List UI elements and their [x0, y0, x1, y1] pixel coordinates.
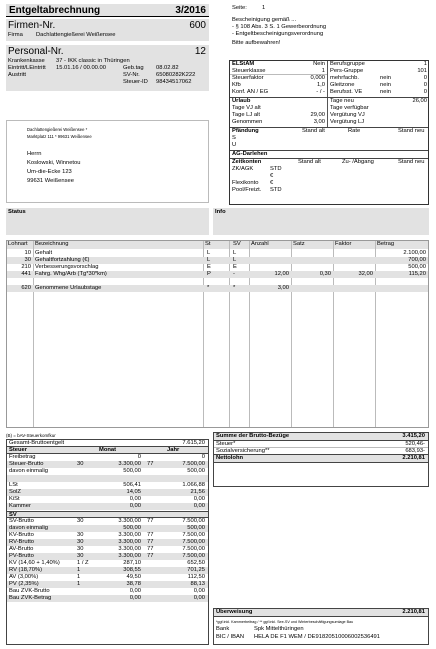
steuer-row: [7, 496, 208, 503]
abzug-sv-label: Sozialversicherung**: [216, 448, 270, 454]
zeitkonto-unit: €: [270, 180, 274, 186]
berufsst-code: 0: [423, 89, 427, 95]
lohnart-st: E: [207, 264, 211, 270]
urlaub-row-value: 29,00: [310, 112, 325, 118]
sv-tage-jahr: 77: [147, 539, 154, 545]
notice-line: Bescheinigung gemäß ...: [232, 17, 297, 23]
steuerfaktor-label: Steuerfaktor: [232, 75, 264, 81]
zeitkonten-col: Stand neu: [398, 159, 425, 165]
lohnart-st: L: [207, 257, 211, 263]
konfession-label: Konf. AN / EG: [232, 89, 269, 95]
steuer-row: [7, 454, 208, 461]
sv-tage-jahr: 77: [147, 532, 154, 538]
eintritt-label: Eintritt/LEintritt: [8, 65, 46, 71]
ueberweisung-value: 2.210,81: [402, 609, 425, 615]
firm-label: Firmen-Nr.: [8, 20, 56, 31]
sv-jahr: 500,00: [187, 525, 205, 531]
gleitzone-code: 0: [423, 82, 427, 88]
sv-label: Bau ZVK-Brutto: [9, 588, 50, 594]
sv-label: RV (18,70%): [9, 567, 43, 573]
sv-label: RV-Brutto: [9, 539, 35, 545]
recipient-line: 99631 Weißensee: [27, 178, 74, 184]
steuer-label: Steuer-Brutto: [9, 461, 44, 467]
lohnart-nr: 30: [24, 257, 31, 263]
sv-row: [7, 581, 208, 588]
lohnarten-table: [6, 240, 429, 428]
pfaendung-col: Stand alt: [302, 128, 325, 134]
gleitzone-label: Gleitzone: [330, 82, 355, 88]
abzug-steuer-label: Steuer*: [216, 441, 236, 447]
firm-name-label: Firma: [8, 32, 23, 38]
document-title: Entgeltabrechnung: [9, 5, 101, 16]
steuer-id-label: Steuer-ID: [123, 79, 148, 85]
sv-tage-monat: 30: [77, 532, 84, 538]
sv-monat: 3.300,00: [118, 532, 141, 538]
sv-label: AV-Brutto: [9, 546, 34, 552]
steuer-row: [7, 461, 208, 468]
steuer-jahr: 0,00: [193, 503, 205, 509]
sv-jahr: 7.500,00: [182, 553, 205, 559]
kfb-value: 1,0: [316, 82, 325, 88]
urlaub-row-label: Vergütung VJ: [330, 112, 365, 118]
steuer-monat: 14,05: [126, 489, 141, 495]
krankenkasse-label: Krankenkasse: [8, 58, 45, 64]
steuerklasse-label: Steuerklasse: [232, 68, 266, 74]
steuer-row: [7, 503, 208, 510]
firm-number: 600: [189, 20, 206, 31]
mehrfachb-label: mehrfachb.: [330, 75, 359, 81]
berufsgruppe-value: 1: [423, 61, 427, 67]
urlaub-row-label: Genommen: [232, 119, 263, 125]
col-sv: SV: [233, 241, 241, 247]
lohnarten-header: [7, 241, 428, 249]
lohnart-row: [7, 250, 428, 257]
sv-jahr: 7.500,00: [182, 532, 205, 538]
sv-label: PV-Brutto: [9, 553, 34, 559]
steuer-monat: 506,41: [123, 482, 141, 488]
steuer-jahr: 21,56: [190, 489, 205, 495]
steuer-row: [7, 489, 208, 496]
lohnart-row: [7, 264, 428, 271]
krankenkasse-value: 37 - IKK classic in Thüringen: [56, 58, 130, 64]
steuer-monat: 500,00: [123, 468, 141, 474]
bank-label: Bank: [216, 626, 230, 632]
steuer-monat: 3.300,00: [118, 461, 141, 467]
sv-tage-jahr: 77: [147, 553, 154, 559]
zeitkonto-label: Flexikonto: [232, 180, 259, 186]
sv-jahr: 112,50: [187, 574, 205, 580]
sv-row: [7, 574, 208, 581]
urlaub-row-label: Vergütung LJ: [330, 119, 365, 125]
iban-label: BIC / IBAN: [216, 634, 245, 640]
zeitkonten-title: Zeitkonten: [232, 159, 262, 165]
lohnart-row: [7, 257, 428, 264]
ag-darlehen-title: AG-Darlehen: [232, 151, 268, 157]
lohnart-nr: 210: [21, 264, 31, 270]
steuerklasse-value: 1: [321, 68, 325, 74]
steuer-row: [7, 475, 208, 482]
abzug-sv-value: 683,93-: [405, 448, 425, 454]
sv-monat: 38,78: [126, 581, 141, 587]
lohnart-sv: L: [233, 257, 237, 263]
steuerfaktor-value: 0,000: [310, 75, 325, 81]
footnote: *ggf.inkl. Kammerbeitrag / ** ggf.inkl. See-SV und Winterbeschäftigungsumlage Bau: [216, 620, 354, 624]
steuer-label: KiSt: [9, 496, 20, 502]
sv-monat: 3.300,00: [118, 518, 141, 524]
zeitkonto-unit: STD: [270, 166, 282, 172]
status-box: [6, 208, 209, 235]
lohnart-betrag: 500,00: [408, 264, 426, 270]
notice-line: - Entgeltbescheinigungsverordnung: [232, 31, 324, 37]
ueberweisung-block: [213, 608, 429, 645]
col-betrag: Betrag: [377, 241, 395, 247]
sv-monat: 287,10: [123, 560, 141, 566]
nettolohn-label: Nettolohn: [216, 455, 244, 461]
lohnart-sv: -: [233, 271, 235, 277]
sv-tage-monat: 1: [77, 574, 81, 580]
gesamt-brutto-label: Gesamt-Bruttoentgelt: [9, 440, 65, 446]
sv-jahr: 652,50: [187, 560, 205, 566]
summe-value: 3.415,20: [402, 433, 425, 439]
pfaendung-row: U: [232, 142, 237, 148]
berufsgruppe-label: Berufsgruppe: [330, 61, 365, 67]
lohnart-sv: E: [233, 264, 237, 270]
sv-tage-monat: 1: [77, 567, 81, 573]
sv-jahr: 7.500,00: [182, 546, 205, 552]
period: 3/2016: [175, 5, 206, 16]
lohnart-st: L: [207, 250, 211, 256]
lohnart-satz: 0,30: [319, 271, 331, 277]
lohnart-nr: 620: [21, 285, 31, 291]
steuer-sv-block: [6, 439, 209, 645]
title-bar: [6, 4, 209, 16]
sv-row: [7, 595, 208, 602]
info-label: Info: [215, 209, 226, 215]
page-label: Seite:: [232, 5, 247, 11]
steuer-label: Freibetrag: [9, 454, 36, 460]
notice-line: - § 108 Abs. 3 S. 1 Gewerbeordnung: [232, 24, 327, 30]
steuer-tage-monat: 30: [77, 461, 84, 467]
lohnart-faktor: 32,00: [358, 271, 373, 277]
zeitkonto-unit: €: [270, 173, 274, 179]
iban-value: HELA DE F1 WEM / DE91820510006002536491: [254, 634, 381, 640]
sv-tage-monat: 30: [77, 518, 84, 524]
zeitkonten-col: Stand alt: [298, 159, 321, 165]
personal-number: 12: [194, 46, 206, 57]
zeitkonto-label: ZK/AGK: [232, 166, 254, 172]
urlaub-row-label: Tage verfügbar: [330, 105, 369, 111]
sv-row: [7, 560, 208, 567]
lohnart-bezeichnung: Gehaltfortzahlung (€): [35, 257, 90, 263]
sv-monat: 308,55: [123, 567, 141, 573]
sv-row: [7, 588, 208, 595]
sv-row: [7, 532, 208, 539]
sv-label: KV-Brutto: [9, 532, 34, 538]
lohnart-row: [7, 271, 428, 278]
pfaendung-col: Stand neu: [398, 128, 425, 134]
urlaub-row-value: 3,00: [313, 119, 325, 125]
sv-jahr: 701,25: [187, 567, 205, 573]
sv-row: [7, 518, 208, 525]
lohnart-bezeichnung: Gehalt: [35, 250, 53, 256]
geburtstag-value: 08.02.82: [156, 65, 179, 71]
sv-monat: 500,00: [123, 525, 141, 531]
mehrfachb-code: 0: [423, 75, 427, 81]
lohnart-row: [7, 285, 428, 292]
sv-label: PV (2,35%): [9, 581, 39, 587]
sv-monat: 0,00: [129, 588, 141, 594]
sv-header: SV: [9, 512, 17, 518]
recipient-line: Koslowski, Winnetou: [27, 160, 81, 166]
steuer-jahr: 7.500,00: [182, 461, 205, 467]
sv-row: [7, 539, 208, 546]
abzug-steuer-value: 520,46-: [405, 441, 425, 447]
jahr-header: Jahr: [167, 447, 180, 453]
steuer-label: SolZ: [9, 489, 21, 495]
lohnart-nr: 441: [21, 271, 31, 277]
sv-monat: 3.300,00: [118, 539, 141, 545]
steuer-header: Steuer: [9, 447, 28, 453]
sv-row: [7, 546, 208, 553]
sv-jahr: 0,00: [193, 595, 205, 601]
personal-label: Personal-Nr.: [8, 46, 64, 57]
sv-jahr: 7.500,00: [182, 539, 205, 545]
pfaendung-col: Rate: [348, 128, 361, 134]
steuer-row: [7, 468, 208, 475]
lohnart-anzahl: 12,00: [274, 271, 289, 277]
sv-jahr: 88,13: [190, 581, 205, 587]
col-bezeichnung: Bezeichnung: [35, 241, 69, 247]
lohnart-bezeichnung: Verbesserungsvorschlag: [35, 264, 99, 270]
sv-label: davon einmalig: [9, 525, 48, 531]
elstam-panel: [229, 60, 429, 205]
sv-tage-jahr: 77: [147, 518, 154, 524]
col-lohnart: Lohnart: [8, 241, 28, 247]
recipient-line: Um-die-Ecke 123: [27, 169, 72, 175]
urlaub-row-label: Tage VJ alt: [232, 105, 261, 111]
steuer-label: davon einmalig: [9, 468, 48, 474]
info-box: [213, 208, 429, 235]
steuer-jahr: 0: [201, 454, 205, 460]
sv-monat: 0,00: [129, 595, 141, 601]
recipient-line: Herrn: [27, 151, 42, 157]
sv-row: [7, 525, 208, 532]
sender-line: Dachlattengießerei Weißensee *: [27, 127, 88, 132]
zeitkonto-label: Pool/Freizt.: [232, 187, 262, 193]
sv-tage-monat: 30: [77, 546, 84, 552]
address-window: [6, 120, 209, 203]
gleitzone-value: nein: [380, 82, 391, 88]
summe-label: Summe der Brutto-Bezüge: [216, 433, 290, 439]
sv-monat: 49,50: [126, 574, 141, 580]
sv-tage-jahr: 77: [147, 546, 154, 552]
konfession-value: - / -: [316, 89, 325, 95]
mehrfachb-value: nein: [380, 75, 391, 81]
persgruppe-value: 101: [417, 68, 427, 74]
urlaub-row-value: 26,00: [412, 98, 427, 104]
steuer-monat: 0,00: [129, 503, 141, 509]
sv-tage-monat: 30: [77, 553, 84, 559]
lohnart-betrag: 115,20: [408, 271, 426, 277]
persgruppe-label: Pers-Gruppe: [330, 68, 364, 74]
elstam-nein: Nein: [313, 61, 325, 67]
firm-name: Dachlattengießerei Weißensee: [36, 32, 116, 38]
steuer-row: [7, 482, 208, 489]
eintritt-value: 15.01.16 / 00.00.00: [56, 65, 106, 71]
sv-tage-monat: 30: [77, 539, 84, 545]
kfb-label: Kfb: [232, 82, 241, 88]
steuer-monat: 0: [137, 454, 141, 460]
notice-block: [232, 17, 422, 57]
monat-header: Monat: [99, 447, 117, 453]
summen-block: [213, 432, 429, 487]
bank-value: Spk Mittelthüringen: [254, 626, 304, 632]
lohnart-anzahl: 3,00: [277, 285, 289, 291]
sv-label: KV (14,60 + 1,40%): [9, 560, 60, 566]
col-st: St: [205, 241, 211, 247]
sv-row: [7, 567, 208, 574]
col-faktor: Faktor: [335, 241, 352, 247]
lohnart-nr: 10: [24, 250, 31, 256]
sv-monat: 3.300,00: [118, 553, 141, 559]
sv-row: [7, 553, 208, 560]
austritt-label: Austritt: [8, 72, 27, 78]
urlaub-title: Urlaub: [232, 98, 251, 104]
lohnart-bezeichnung: Fahrg. Whg/Arb (Tg*30*km): [35, 271, 107, 277]
nettolohn-value: 2.210,81: [402, 455, 425, 461]
lohnart-betrag: 2.100,00: [403, 250, 426, 256]
col-satz: Satz: [293, 241, 305, 247]
lohnart-st: P: [207, 271, 211, 277]
notice-line: Bitte aufbewahren!: [232, 40, 281, 46]
sv-jahr: 0,00: [193, 588, 205, 594]
steuer-label: Kammer: [9, 503, 31, 509]
sender-line: Marktplatz 111 * 99631 Weißensee: [27, 134, 92, 139]
urlaub-row-label: Tage neu: [330, 98, 354, 104]
sv-tage-monat: 1: [77, 581, 81, 587]
steuer-jahr: 1.066,88: [182, 482, 205, 488]
zeitkonten-col: Zu- /Abgang: [342, 159, 374, 165]
elstam-title: ELStAM: [232, 61, 255, 67]
firm-section: [6, 19, 209, 41]
status-label: Status: [8, 209, 26, 215]
lohnart-betrag: 700,00: [408, 257, 426, 263]
lohnart-row: [7, 278, 428, 285]
steuer-monat: 0,00: [129, 496, 141, 502]
sv-nr-value: 65080282K222: [156, 72, 196, 78]
lohnart-st: *: [207, 285, 210, 291]
personal-section: [6, 45, 209, 91]
sv-tage-monat: 1 / Z: [77, 560, 89, 566]
sv-jahr: 7.500,00: [182, 518, 205, 524]
urlaub-row-label: Tage LJ alt: [232, 112, 261, 118]
sv-label: Bau ZVK-Betrag: [9, 595, 52, 601]
lohnart-bezeichnung: Genommene Urlaubstage: [35, 285, 102, 291]
gesamt-brutto-value: 7.615,20: [182, 440, 205, 446]
sv-label: AV (3,00%): [9, 574, 39, 580]
lohnart-sv: *: [233, 285, 236, 291]
steuer-id-value: 98434517062: [156, 79, 192, 85]
col-anzahl: Anzahl: [251, 241, 269, 247]
steuer-jahr: 0,00: [193, 496, 205, 502]
bav-note: (B) = bAV-Steuerkomfkur: [6, 433, 56, 438]
pfaendung-title: Pfändung: [232, 128, 259, 134]
steuer-tage-jahr: 77: [147, 461, 154, 467]
zeitkonto-unit: STD: [270, 187, 282, 193]
page-number: 1: [262, 5, 266, 11]
sv-monat: 3.300,00: [118, 546, 141, 552]
lohnart-sv: L: [233, 250, 237, 256]
sv-nr-label: SV-Nr.: [123, 72, 140, 78]
pfaendung-row: S: [232, 135, 236, 141]
geburtstag-label: Geb.tag: [123, 65, 144, 71]
steuer-jahr: 500,00: [187, 468, 205, 474]
ueberweisung-label: Überweisung: [216, 609, 253, 615]
berufsst-label: Berufsst. VE: [330, 89, 363, 95]
berufsst-value: nein: [380, 89, 391, 95]
steuer-label: LSt: [9, 482, 18, 488]
sv-label: SV-Brutto: [9, 518, 34, 524]
